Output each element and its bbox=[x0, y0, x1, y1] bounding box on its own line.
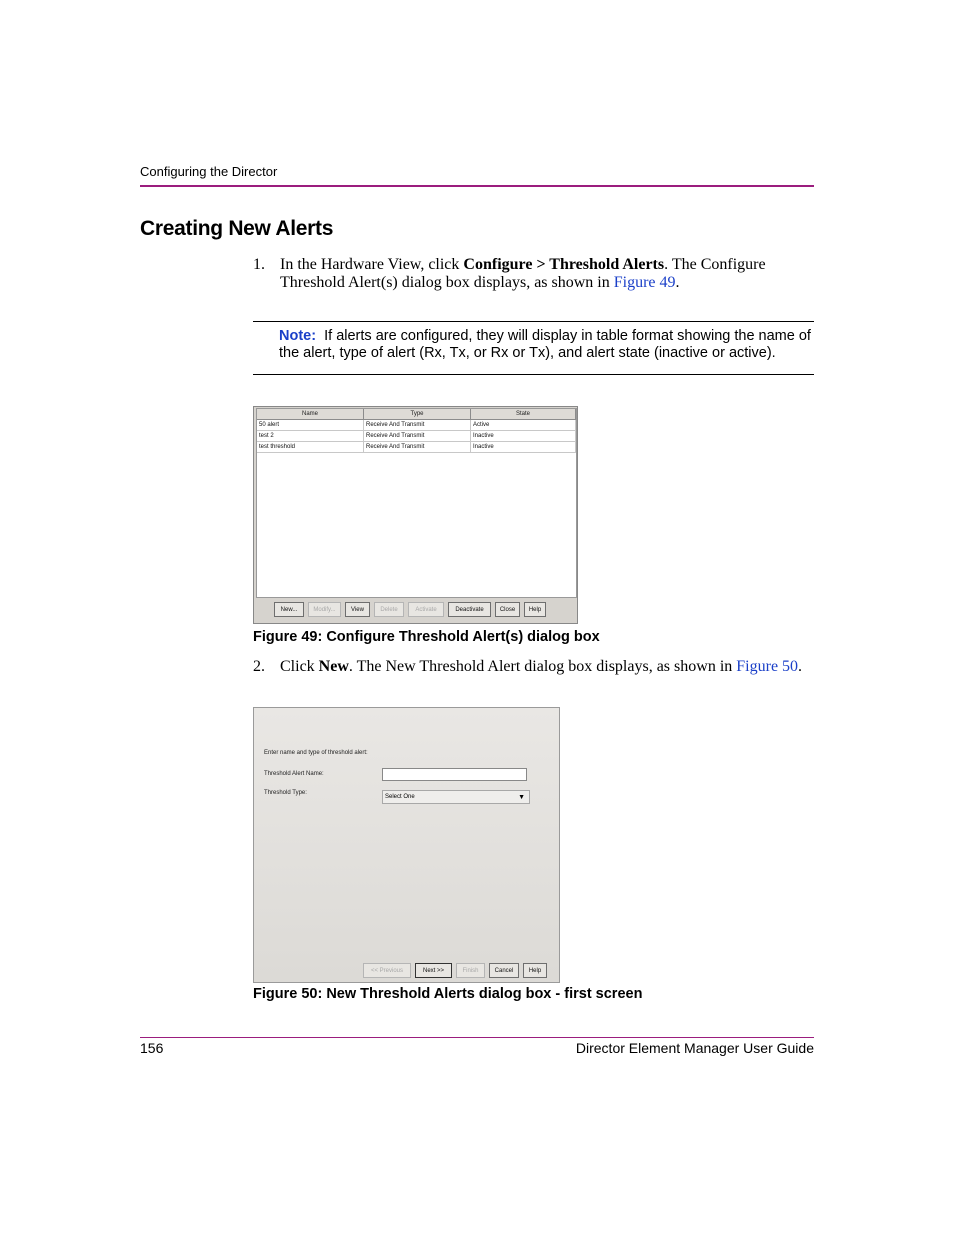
button-name: New bbox=[318, 658, 349, 675]
note-top-rule bbox=[253, 321, 814, 322]
instruction-text: Enter name and type of threshold alert: bbox=[264, 750, 368, 756]
figure-49-caption: Figure 49: Configure Threshold Alert(s) dialog box bbox=[253, 629, 600, 645]
page-number: 156 bbox=[140, 1040, 164, 1056]
step-number: 1. bbox=[253, 256, 265, 273]
configure-threshold-alerts-dialog bbox=[253, 406, 578, 624]
column-header-state[interactable]: State bbox=[471, 409, 576, 419]
activate-button[interactable]: Activate bbox=[408, 602, 444, 617]
cell-name: test threshold bbox=[257, 442, 364, 452]
threshold-type-label: Threshold Type: bbox=[264, 790, 307, 796]
figure-50-link[interactable]: Figure 50 bbox=[736, 658, 799, 675]
threshold-type-select[interactable] bbox=[382, 790, 530, 804]
table-row[interactable] bbox=[257, 442, 576, 453]
step-1 bbox=[253, 256, 813, 296]
deactivate-button[interactable]: Deactivate bbox=[448, 602, 491, 617]
wizard-button-bar bbox=[363, 963, 547, 978]
help-button[interactable]: Help bbox=[524, 602, 546, 617]
table-header bbox=[257, 409, 576, 420]
header-rule bbox=[140, 185, 814, 187]
note-bottom-rule bbox=[253, 374, 814, 375]
next-button[interactable]: Next >> bbox=[415, 963, 452, 978]
cell-name: 50 alert bbox=[257, 420, 364, 430]
dropdown-arrow-icon: ▼ bbox=[518, 794, 525, 801]
note-text: If alerts are configured, they will display in table format showing the name of the alert, type of alert (Rx, Tx, or Rx or Tx), and alert state (inactive or active). bbox=[279, 328, 811, 361]
delete-button[interactable]: Delete bbox=[374, 602, 404, 617]
column-header-name[interactable]: Name bbox=[257, 409, 364, 419]
table-row[interactable] bbox=[257, 420, 576, 431]
menu-path: Configure > Threshold Alerts bbox=[463, 256, 665, 273]
view-button[interactable]: View bbox=[345, 602, 370, 617]
modify-button[interactable]: Modify... bbox=[308, 602, 341, 617]
new-threshold-alert-dialog bbox=[253, 707, 560, 983]
new-button[interactable]: New... bbox=[274, 602, 304, 617]
cell-name: test 2 bbox=[257, 431, 364, 441]
cell-type: Receive And Transmit bbox=[364, 420, 471, 430]
alert-name-input[interactable] bbox=[382, 768, 527, 781]
cell-state: Inactive bbox=[471, 442, 576, 452]
note-label: Note: bbox=[279, 328, 317, 344]
cell-state: Active bbox=[471, 420, 576, 430]
cell-state: Inactive bbox=[471, 431, 576, 441]
step-2 bbox=[253, 658, 813, 698]
column-header-type[interactable]: Type bbox=[364, 409, 471, 419]
help-button[interactable]: Help bbox=[523, 963, 547, 978]
threshold-type-value: Select One bbox=[385, 794, 415, 800]
step-text: Click New. The New Threshold Alert dialog box displays, as shown in Figure 50. bbox=[280, 658, 803, 675]
close-button[interactable]: Close bbox=[495, 602, 520, 617]
running-header: Configuring the Director bbox=[140, 164, 278, 179]
previous-button[interactable]: << Previous bbox=[363, 963, 411, 978]
step-text: In the Hardware View, click Configure > Threshold Alerts. The Configure Threshold Alert(s) dialog box displays, as shown in Figure 49. bbox=[280, 256, 766, 291]
step-number: 2. bbox=[253, 658, 265, 675]
alert-name-label: Threshold Alert Name: bbox=[264, 771, 324, 777]
table-row[interactable] bbox=[257, 431, 576, 442]
figure-49-link[interactable]: Figure 49 bbox=[613, 274, 676, 291]
dialog-button-bar bbox=[274, 602, 546, 617]
cell-type: Receive And Transmit bbox=[364, 431, 471, 441]
figure-50-caption: Figure 50: New Threshold Alerts dialog box - first screen bbox=[253, 986, 643, 1002]
alerts-table bbox=[256, 408, 577, 598]
cancel-button[interactable]: Cancel bbox=[489, 963, 519, 978]
footer-rule bbox=[140, 1037, 814, 1038]
cell-type: Receive And Transmit bbox=[364, 442, 471, 452]
finish-button[interactable]: Finish bbox=[456, 963, 485, 978]
guide-title: Director Element Manager User Guide bbox=[575, 1040, 814, 1056]
note-box bbox=[279, 328, 814, 362]
section-title: Creating New Alerts bbox=[140, 217, 334, 240]
